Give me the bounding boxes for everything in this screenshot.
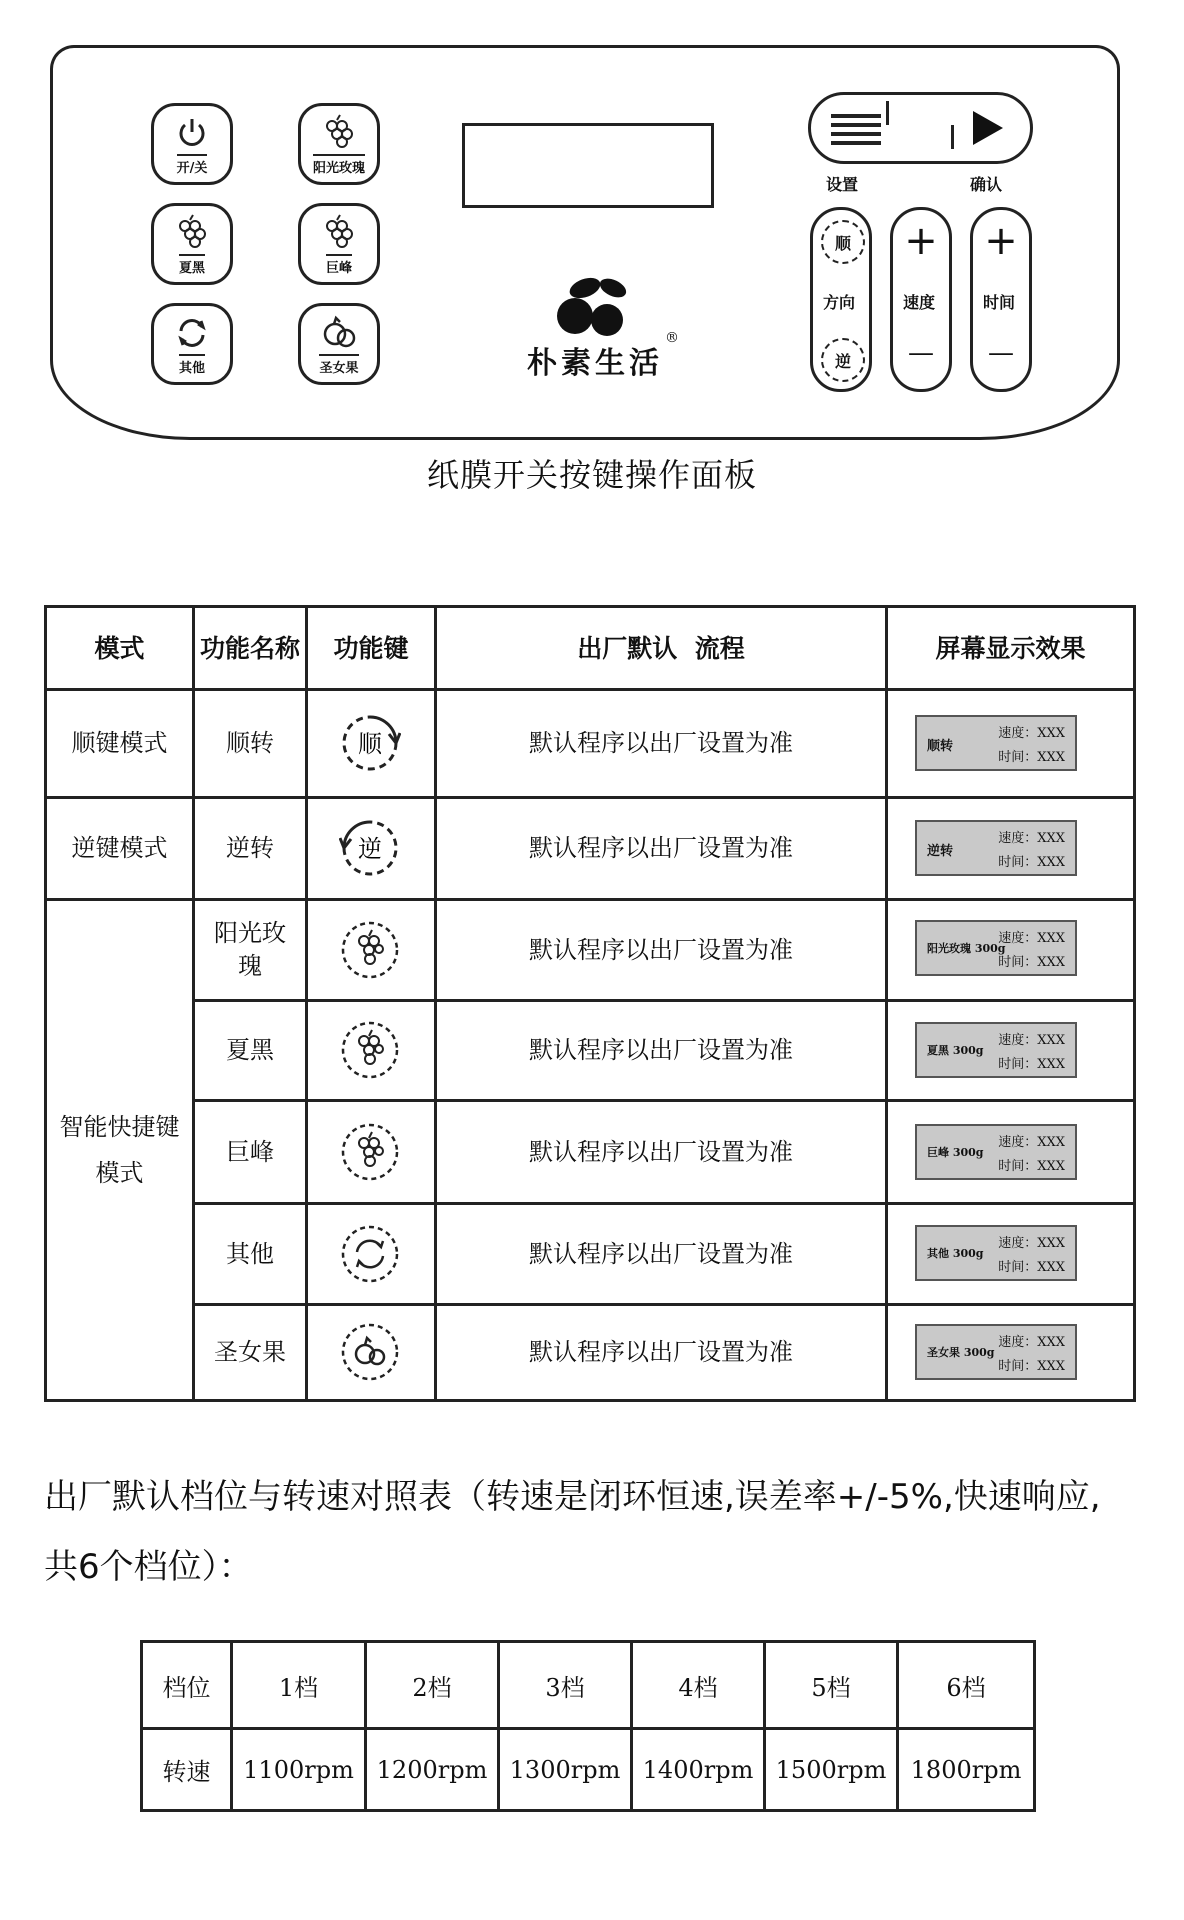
function-name: 阳光玫瑰 [214,919,286,980]
power-key[interactable] [151,103,233,185]
registered-mark: ® [665,330,679,346]
kyoho-key[interactable] [298,203,380,285]
gear-cell: 6档 [946,1673,986,1702]
grape-icon [317,113,361,153]
mode-smart: 智能快捷键模式 [59,1113,180,1187]
panel-caption: 纸膜开关按键操作面板 [426,456,757,494]
plum-logo-icon [505,268,685,348]
time-minus-icon[interactable]: — [988,338,1014,368]
tomato-icon [317,313,361,353]
sunshine-rose-key-label: 阳光玫瑰 [313,154,365,176]
summer-black-key[interactable] [151,203,233,285]
speed-minus-icon[interactable]: — [908,338,934,368]
function-name: 圣女果 [214,1338,286,1366]
play-icon[interactable] [971,109,1005,151]
direction-key[interactable] [810,207,872,392]
speed-label: 速度 [903,293,936,312]
speed-row-label: 转速 [162,1758,211,1786]
speed-cell: 1200rpm [376,1755,488,1784]
function-name: 其他 [226,1239,274,1268]
header-function-key: 功能键 [333,633,409,663]
gear-cell: 3档 [545,1673,585,1702]
default-process: 默认程序以出厂设置为准 [529,935,793,964]
lcd-display-window [462,123,714,208]
confirm-label: 确认 [970,175,1003,194]
mode-forward: 顺键模式 [71,729,168,757]
gear-speed-description [44,1462,1144,1602]
screen-preview: 圣女果 300g 速度：XXX 时间：XXX [915,1324,1077,1380]
header-mode: 模式 [94,633,145,663]
gear-cell: 2档 [412,1673,452,1702]
cycle-icon [170,313,214,353]
reverse-rotate-icon [339,817,401,879]
grape-dashed-icon [339,1121,401,1183]
power-icon [170,113,214,153]
time-label: 时间 [983,293,1016,312]
gear-speed-table [140,1640,1036,1812]
header-screen-effect: 屏幕显示效果 [935,633,1086,663]
gear-cell: 5档 [811,1673,851,1702]
description-line-1: 出厂默认档位与转速对照表（转速是闭环恒速,误差率+/-5%,快速响应, [44,1477,1101,1517]
function-table [44,605,1136,1402]
brand-logo [505,268,685,383]
default-process: 默认程序以出厂设置为准 [529,1338,793,1366]
function-name: 巨峰 [226,1137,274,1166]
forward-icon: 顺 [821,220,865,264]
gear-row-label: 档位 [162,1673,211,1702]
kyoho-key-label: 巨峰 [326,254,352,276]
screen-preview: 其他 300g 速度：XXX 时间：XXX [915,1225,1077,1281]
settings-confirm-bar [808,92,1033,164]
grape-icon [170,213,214,253]
function-name: 夏黑 [226,1036,274,1064]
settings-label: 设置 [826,175,859,194]
speed-cell: 1500rpm [775,1755,887,1784]
forward-rotate-icon [339,712,401,774]
function-name: 顺转 [226,729,274,757]
menu-icon[interactable] [831,111,881,151]
header-function-name: 功能名称 [199,633,300,663]
grape-icon [317,213,361,253]
mode-reverse: 逆键模式 [71,834,168,862]
grape-dashed-icon [339,1019,401,1081]
grape-dashed-icon [339,919,401,981]
speed-cell: 1400rpm [642,1755,754,1784]
speed-cell: 1800rpm [910,1755,1022,1784]
time-plus-icon[interactable]: + [984,218,1018,264]
default-process: 默认程序以出厂设置为准 [529,834,793,862]
speed-cell: 1300rpm [509,1755,621,1784]
forward-char: 顺 [358,730,382,758]
header-default-process: 出厂默认 流程 [577,633,745,663]
sunshine-rose-key[interactable] [298,103,380,185]
screen-preview: 顺转 速度：XXX 时间：XXX [915,715,1077,771]
cycle-dashed-icon [339,1223,401,1285]
speed-plus-icon[interactable]: + [904,218,938,264]
default-process: 默认程序以出厂设置为准 [529,1036,793,1064]
tomato-dashed-icon [339,1321,401,1383]
default-process: 默认程序以出厂设置为准 [529,1137,793,1166]
function-name: 逆转 [226,834,274,862]
cherry-tomato-key[interactable] [298,303,380,385]
default-process: 默认程序以出厂设置为准 [529,729,793,757]
gear-cell: 4档 [678,1673,718,1702]
brand-name: 朴素生活 [527,346,663,381]
power-key-label: 开/关 [177,154,208,176]
speed-key[interactable] [890,207,952,392]
screen-preview: 阳光玫瑰 300g 速度：XXX 时间：XXX [915,920,1077,976]
reverse-icon: 逆 [821,338,865,382]
screen-preview: 夏黑 300g 速度：XXX 时间：XXX [915,1022,1077,1078]
time-key[interactable] [970,207,1032,392]
default-process: 默认程序以出厂设置为准 [529,1239,793,1268]
description-line-2: 共6个档位）： [44,1547,253,1587]
gear-cell: 1档 [278,1673,319,1702]
screen-preview: 巨峰 300g 速度：XXX 时间：XXX [915,1124,1077,1180]
other-key[interactable] [151,303,233,385]
other-key-label: 其他 [179,354,205,376]
speed-cell: 1100rpm [243,1755,354,1784]
reverse-char: 逆 [358,835,382,863]
cherry-tomato-key-label: 圣女果 [319,354,358,376]
direction-label: 方向 [823,293,856,312]
summer-black-key-label: 夏黑 [179,254,205,276]
screen-preview: 逆转 速度：XXX 时间：XXX [915,820,1077,876]
